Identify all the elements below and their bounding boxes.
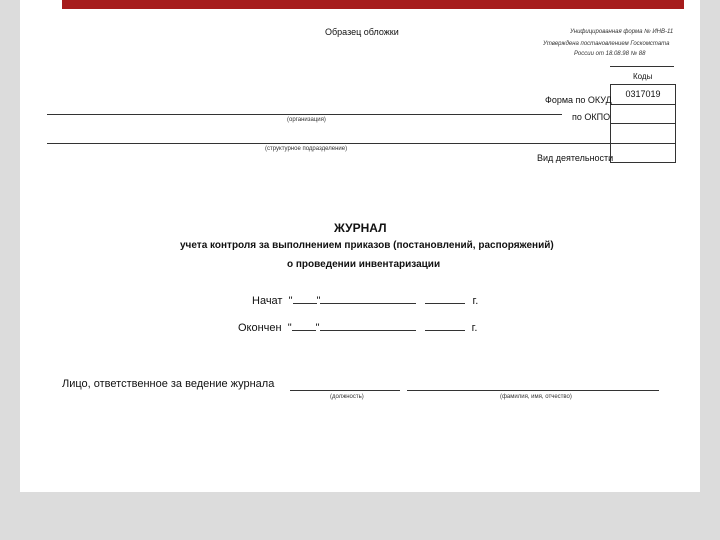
started-year-field[interactable] (425, 293, 465, 304)
ended-close-quote: " (315, 322, 320, 334)
started-label: Начат (252, 295, 283, 307)
ended-day-field[interactable] (292, 320, 316, 331)
journal-subtitle-1: учета контроля за выполнением приказов (постановлений, распоряжений) (180, 240, 554, 251)
started-close-quote: " (316, 295, 321, 307)
activity-code-cell (611, 143, 675, 163)
codes-label: Коды (633, 72, 653, 81)
okpo-label: по ОКПО (572, 112, 611, 122)
division-line (47, 143, 610, 144)
started-month-field[interactable] (320, 293, 416, 304)
name-caption: (фамилия, имя, отчество) (500, 394, 572, 400)
ended-label: Окончен (238, 322, 282, 334)
journal-title: ЖУРНАЛ (334, 221, 387, 235)
ended-row (238, 320, 477, 334)
codes-box (610, 84, 676, 163)
ended-month-field[interactable] (320, 320, 416, 331)
name-line[interactable] (407, 390, 659, 391)
responsible-label: Лицо, ответственное за ведение журнала (62, 378, 275, 390)
position-caption: (должность) (330, 394, 364, 400)
okud-code-cell: 0317019 (625, 89, 661, 99)
ended-year-suffix: г. (471, 322, 478, 334)
organization-line (47, 114, 562, 115)
okud-label: Форма по ОКУД (545, 95, 612, 105)
codes-top-line (610, 66, 674, 67)
started-day-field[interactable] (293, 293, 317, 304)
ended-year-field[interactable] (425, 320, 465, 331)
okpo-code-cell (611, 104, 675, 124)
approval-line-2: Утверждена постановлением Госкомстата (543, 41, 670, 47)
empty-code-cell (611, 123, 675, 143)
approval-line-3: России от 18.08.98 № 88 (574, 51, 646, 57)
started-row (252, 293, 478, 307)
division-caption: (структурное подразделение) (265, 146, 348, 152)
sample-cover-label: Образец обложки (325, 27, 399, 37)
started-open-quote: " (285, 295, 293, 307)
organization-caption: (организация) (287, 117, 326, 123)
started-year-suffix: г. (472, 295, 479, 307)
top-accent-bar (62, 0, 684, 9)
activity-label: Вид деятельности (537, 153, 614, 163)
approval-line-1: Унифицированная форма № ИНВ-11 (570, 29, 674, 35)
ended-open-quote: " (284, 322, 292, 334)
journal-subtitle-2: о проведении инвентаризации (287, 259, 441, 270)
position-line[interactable] (290, 390, 400, 391)
